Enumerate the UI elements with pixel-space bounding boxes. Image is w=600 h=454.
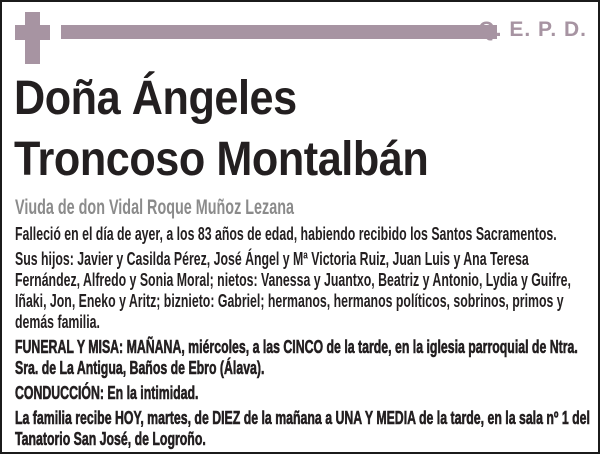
deceased-name-line1: Doña Ángeles: [14, 72, 297, 125]
conduccion-paragraph: CONDUCCIÓN: En la intimidad.: [15, 383, 199, 403]
relation-subtitle: Viuda de don Vidal Roque Muñoz Lezana: [15, 196, 294, 219]
family-paragraph: Sus hijos: Javier y Casilda Pérez, José Ángel y Mª Victoria Ruiz, Juan Luis y Ana Teresa Fernández, Alfredo y Sonia Moral; nietos: Vanessa y Juantxo, Beatriz y Antonio, Lydia y Guifre, Iñaki, Jon, Eneko y Aritz; biznieto: Gabriel; hermanos, hermanos políticos, sobrinos, primos y demás familia.: [15, 249, 571, 332]
deceased-name-line2: Troncoso Montalbán: [14, 133, 429, 186]
header-rule: [61, 25, 497, 39]
qepd-label: Q. E. P. D.: [478, 18, 587, 41]
visitation-paragraph: La familia recibe HOY, martes, de DIEZ de la mañana a UNA Y MEDIA de la tarde, en la sala nº 1 del Tanatorio San José, de Logroño.: [15, 408, 590, 449]
cross-icon: [15, 12, 50, 64]
notice-body: [15, 196, 590, 454]
death-notice-paragraph: Falleció en el día de ayer, a los 83 años de edad, habiendo recibido los Santos Sacramentos.: [15, 224, 557, 244]
deceased-name: [14, 68, 590, 190]
funeral-paragraph: FUNERAL Y MISA: MAÑANA, miércoles, a las CINCO de la tarde, en la iglesia parroquial de Ntra. Sra. de La Antigua, Baños de Ebro (Álava).: [15, 337, 578, 378]
